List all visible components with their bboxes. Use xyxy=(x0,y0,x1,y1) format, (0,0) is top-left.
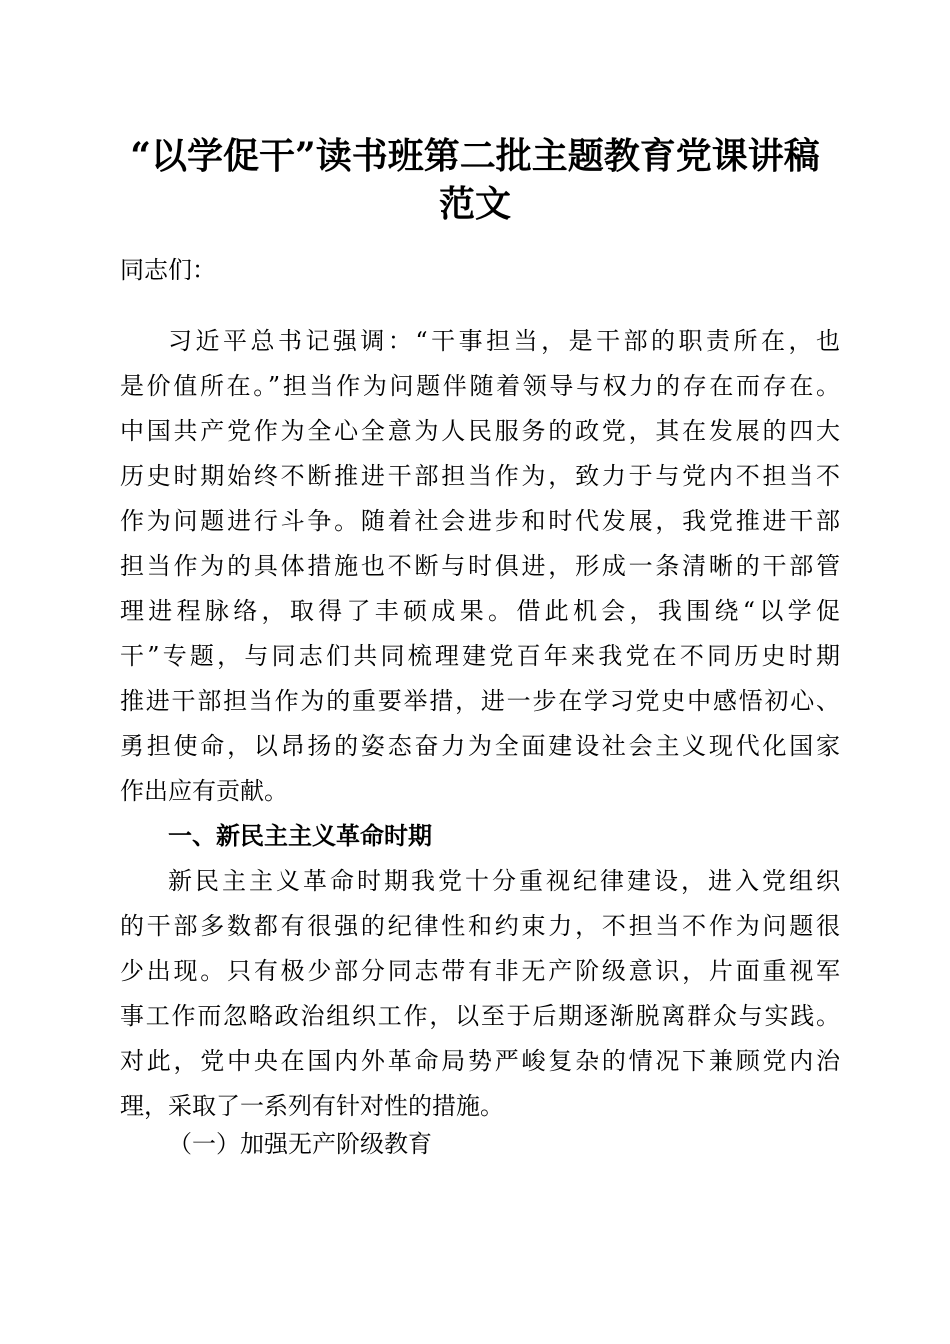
paragraph-1-line: 是价值所在。”担当作为问题伴随着领导与权力的存在而存在。 xyxy=(120,372,840,400)
paragraph-2-line: 的干部多数都有很强的纪律性和约束力，不担当不作为问题很 xyxy=(120,912,840,940)
paragraph-2-line: 理，采取了一系列有针对性的措施。 xyxy=(120,1092,504,1120)
paragraph-2-line: 事工作而忽略政治组织工作，以至于后期逐渐脱离群众与实践。 xyxy=(120,1002,840,1030)
paragraph-1-line: 推进干部担当作为的重要举措，进一步在学习党史中感悟初心、 xyxy=(120,687,840,715)
section-heading: 一、新民主主义革命时期 xyxy=(168,822,432,850)
paragraph-2-line: 少出现。只有极少部分同志带有非无产阶级意识，片面重视军 xyxy=(120,957,840,985)
paragraph-2-line: 新民主主义革命时期我党十分重视纪律建设，进入党组织 xyxy=(168,867,840,895)
paragraph-1-line: 担当作为的具体措施也不断与时俱进，形成一条清晰的干部管 xyxy=(120,552,840,580)
paragraph-2-line: 对此，党中央在国内外革命局势严峻复杂的情况下兼顾党内治 xyxy=(120,1047,840,1075)
subsection-heading: （一）加强无产阶级教育 xyxy=(168,1130,432,1158)
paragraph-1-line: 中国共产党作为全心全意为人民服务的政党，其在发展的四大 xyxy=(120,417,840,445)
paragraph-1-line: 作为问题进行斗争。随着社会进步和时代发展，我党推进干部 xyxy=(120,507,840,535)
paragraph-1-line: 习近平总书记强调：“干事担当，是干部的职责所在，也 xyxy=(168,327,840,355)
paragraph-1-line: 勇担使命，以昂扬的姿态奋力为全面建设社会主义现代化国家 xyxy=(120,732,840,760)
paragraph-1-line: 干”专题，与同志们共同梳理建党百年来我党在不同历史时期 xyxy=(120,642,840,670)
document-title-line-2: 范文 xyxy=(438,183,511,225)
salutation: 同志们： xyxy=(120,256,216,284)
paragraph-1-line: 理进程脉络，取得了丰硕成果。借此机会，我围绕“以学促 xyxy=(120,597,840,625)
document-title-line-1: “以学促干”读书班第二批主题教育党课讲稿 xyxy=(130,135,820,177)
paragraph-1-line: 历史时期始终不断推进干部担当作为，致力于与党内不担当不 xyxy=(120,462,840,490)
paragraph-1-line: 作出应有贡献。 xyxy=(120,777,288,805)
